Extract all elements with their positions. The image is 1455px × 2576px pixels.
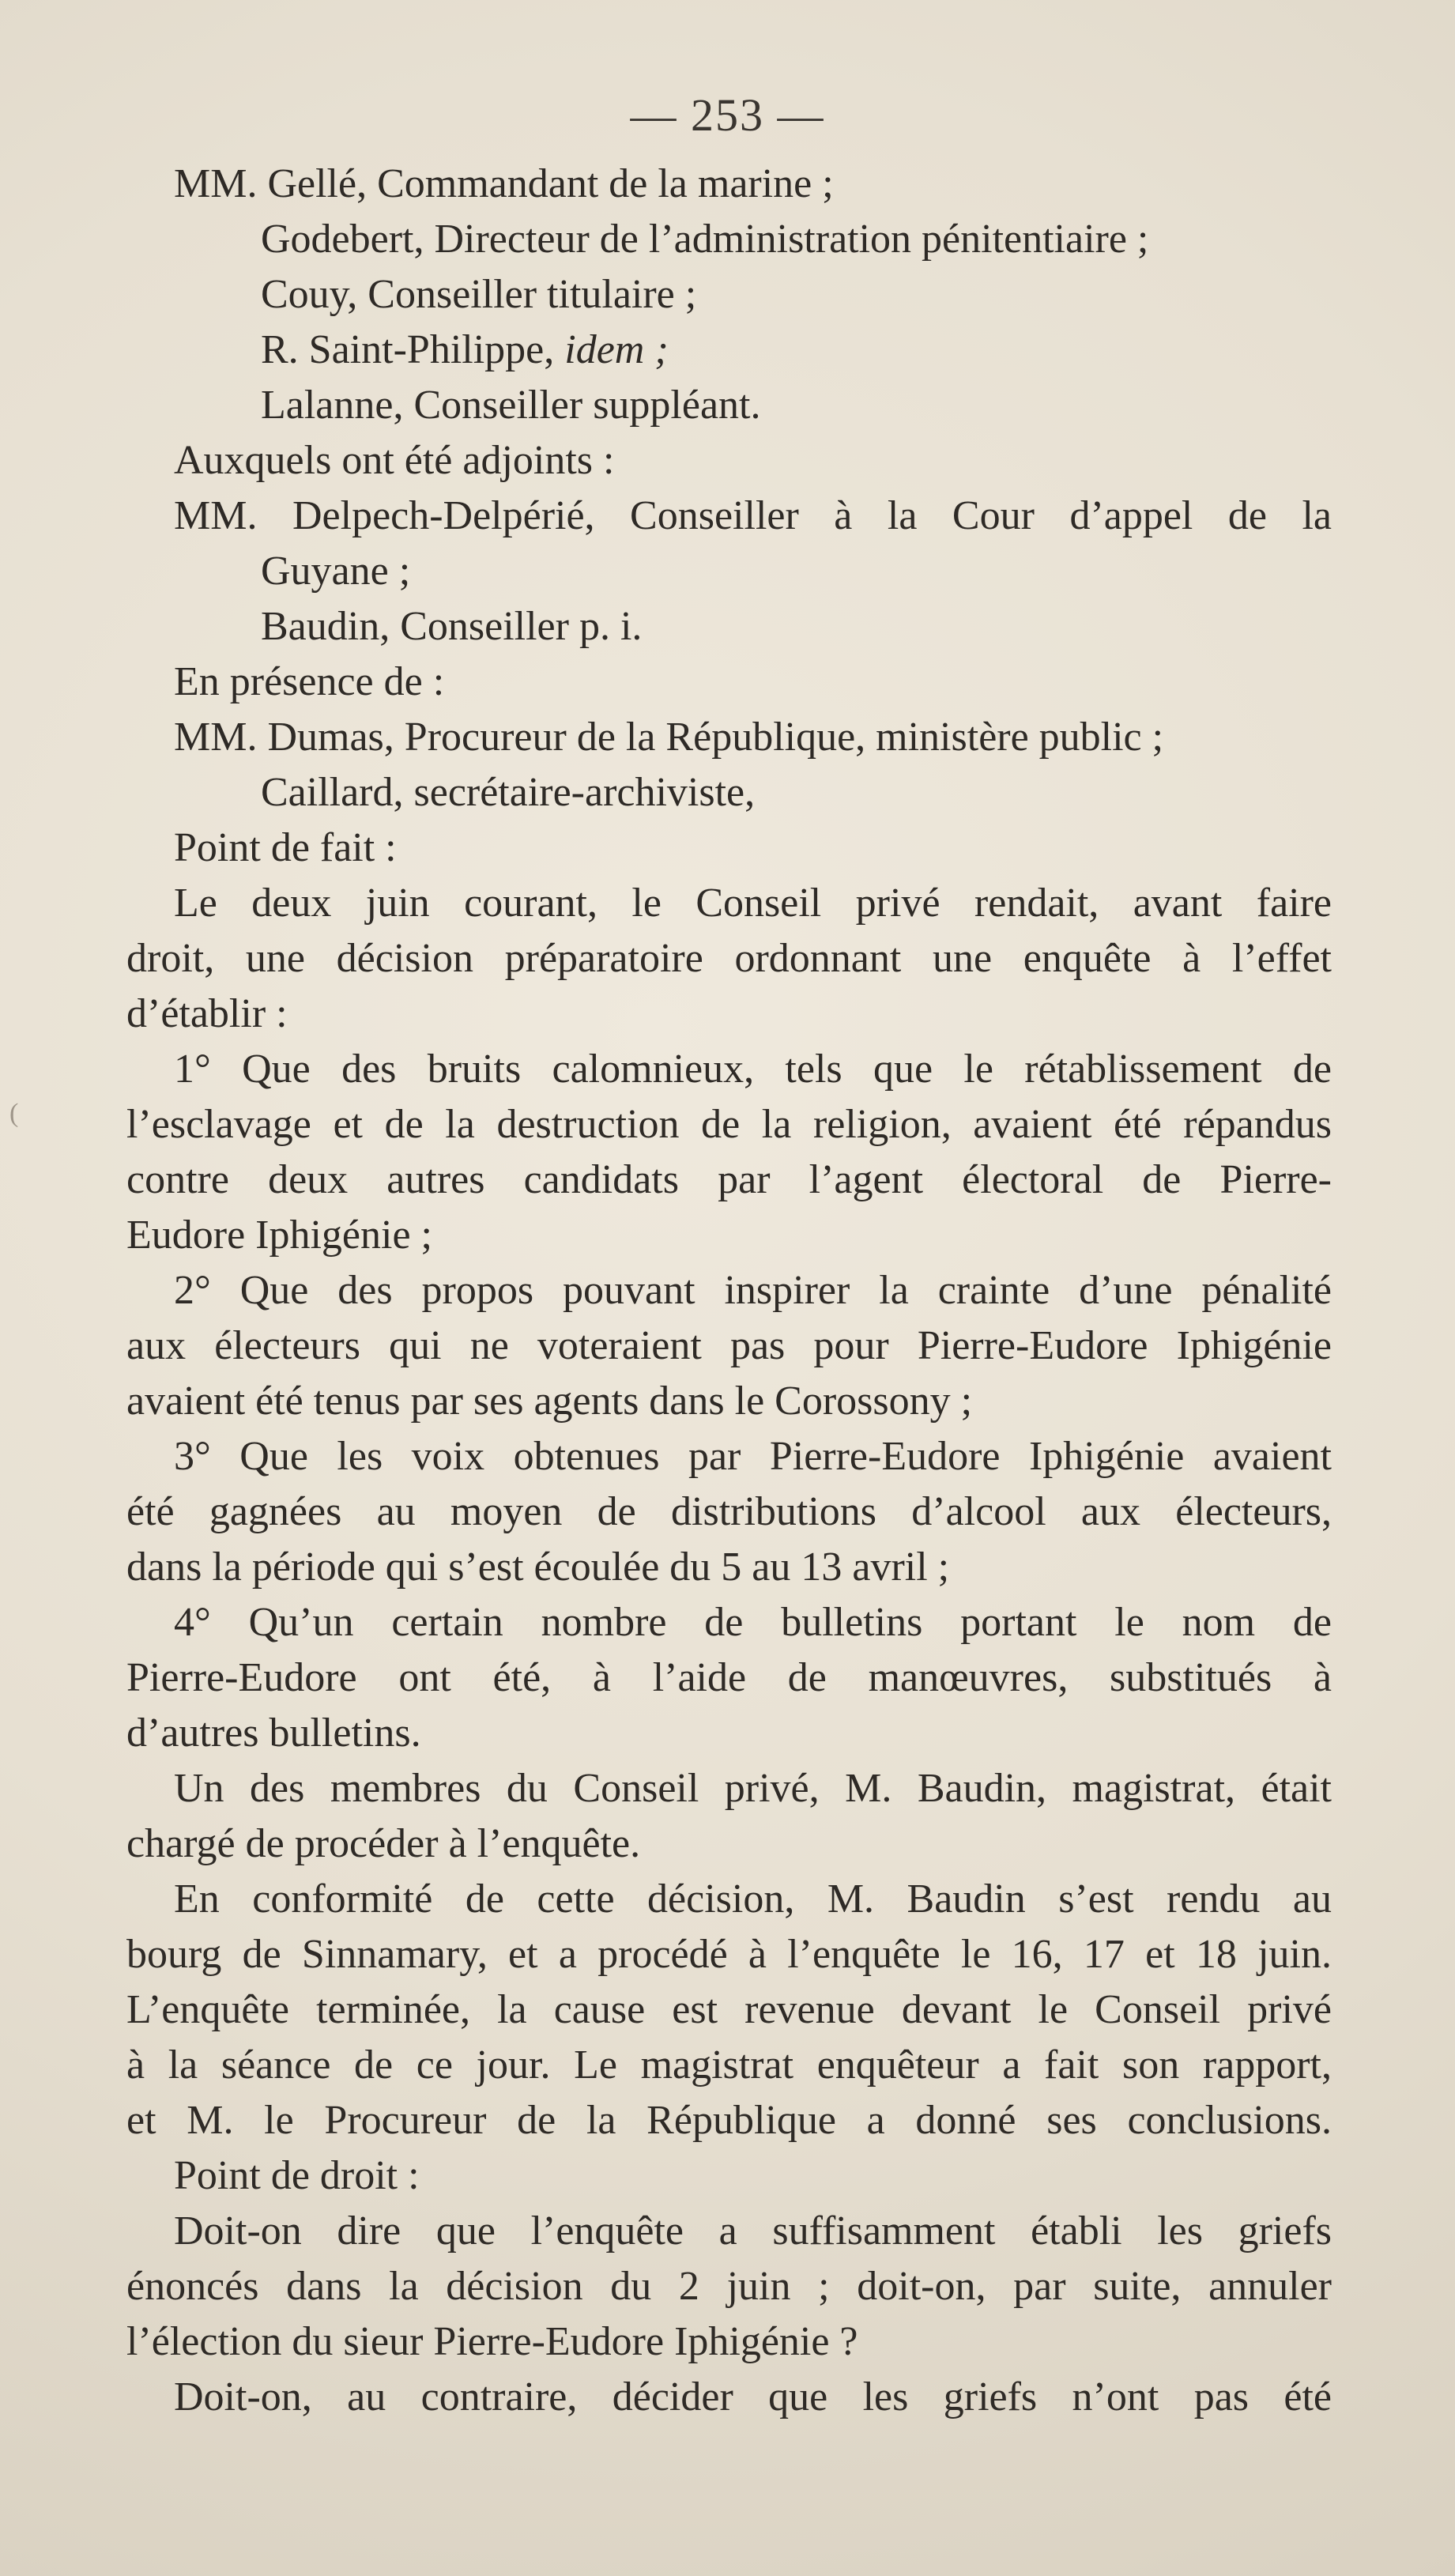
text-line: MM. Dumas, Procureur de la République, ministère public ; — [174, 715, 1164, 760]
text-line: 1° Que des bruits calomnieux, tels que le rétablissement de — [174, 1047, 1332, 1092]
text-line: d’autres bulletins. — [126, 1710, 421, 1756]
text-line: L’enquête terminée, la cause est revenue devant le Conseil privé — [126, 1987, 1332, 2032]
text-line: Caillard, secrétaire-archiviste, — [261, 770, 756, 815]
text-line: énoncés dans la décision du 2 juin ; doit-on, par suite, annuler — [126, 2264, 1332, 2309]
text-line: contre deux autres candidats par l’agent électoral de Pierre- — [126, 1157, 1332, 1202]
text-line — [261, 324, 669, 376]
text-line: d’établir : — [126, 991, 288, 1036]
text-line: à la séance de ce jour. Le magistrat enquêteur a fait son rapport, — [126, 2042, 1332, 2088]
text-line: 2° Que des propos pouvant inspirer la crainte d’une pénalité — [174, 1268, 1332, 1313]
text-line: avaient été tenus par ses agents dans le Corossony ; — [126, 1379, 973, 1424]
text-line: MM. Gellé, Commandant de la marine ; — [174, 161, 834, 206]
text-line: Guyane ; — [261, 549, 411, 594]
text-line: Le deux juin courant, le Conseil privé rendait, avant faire — [174, 881, 1332, 926]
text-line: droit, une décision préparatoire ordonnant une enquête à l’effet — [126, 936, 1332, 981]
text-line: dans la période qui s’est écoulée du 5 au 13 avril ; — [126, 1544, 950, 1590]
text-line: chargé de procéder à l’enquête. — [126, 1821, 641, 1866]
text-line: Godebert, Directeur de l’administration pénitentiaire ; — [261, 217, 1149, 262]
text-line: et M. le Procureur de la République a donné ses conclusions. — [126, 2098, 1332, 2143]
page-number: — 253 — — [630, 89, 825, 141]
text-fragment-italic: idem ; — [564, 327, 669, 372]
text-line: En présence de : — [174, 659, 445, 704]
text-line: Eudore Iphigénie ; — [126, 1213, 432, 1258]
text-line: 3° Que les voix obtenues par Pierre-Eudore Iphigénie avaient — [174, 1434, 1332, 1479]
text-fragment: R. Saint-Philippe, — [261, 327, 555, 372]
text-line: Baudin, Conseiller p. i. — [261, 604, 643, 649]
text-line: Pierre-Eudore ont été, à l’aide de manœuvres, substitués à — [126, 1655, 1332, 1700]
text-line: aux électeurs qui ne voteraient pas pour Pierre-Eudore Iphigénie — [126, 1323, 1332, 1368]
text-line: 4° Qu’un certain nombre de bulletins portant le nom de — [174, 1600, 1332, 1645]
text-line: MM. Delpech-Delpérié, Conseiller à la Cour d’appel de la — [174, 493, 1332, 538]
text-line: Doit-on, au contraire, décider que les griefs n’ont pas été — [174, 2374, 1332, 2419]
text-line: En conformité de cette décision, M. Baudin s’est rendu au — [174, 1876, 1332, 1922]
margin-mark: ( — [9, 1099, 19, 1128]
text-line: bourg de Sinnamary, et a procédé à l’enquête le 16, 17 et 18 juin. — [126, 1932, 1332, 1977]
text-line: été gagnées au moyen de distributions d’alcool aux électeurs, — [126, 1489, 1332, 1534]
text-line: Auxquels ont été adjoints : — [174, 438, 615, 483]
text-line: Point de droit : — [174, 2153, 420, 2198]
text-line: Un des membres du Conseil privé, M. Baudin, magistrat, était — [174, 1766, 1332, 1811]
text-line: l’esclavage et de la destruction de la religion, avaient été répandus — [126, 1102, 1332, 1147]
text-line: Point de fait : — [174, 825, 397, 870]
text-line: Doit-on dire que l’enquête a suffisamment établi les griefs — [174, 2208, 1332, 2254]
text-line: Lalanne, Conseiller suppléant. — [261, 383, 761, 428]
text-line: Couy, Conseiller titulaire ; — [261, 272, 697, 317]
text-line: l’élection du sieur Pierre-Eudore Iphigénie ? — [126, 2319, 858, 2364]
